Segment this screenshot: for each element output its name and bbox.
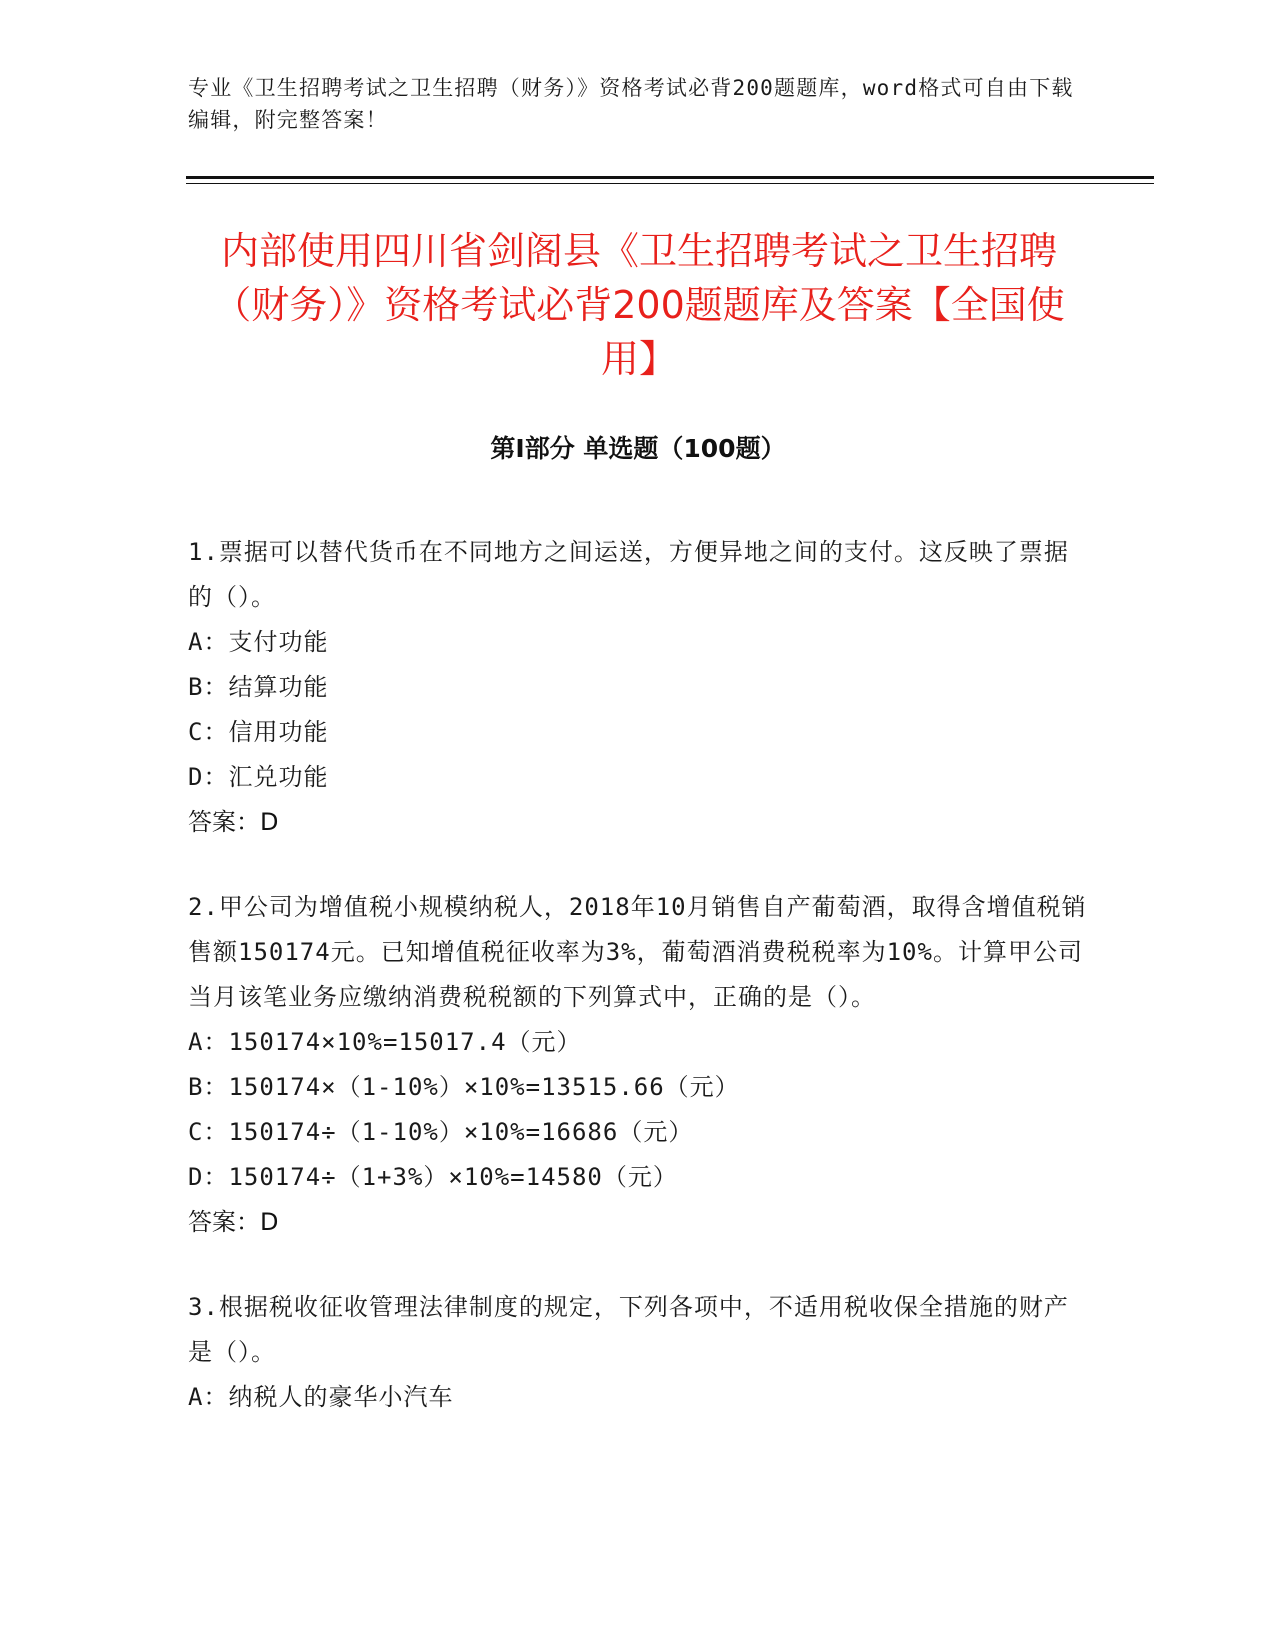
question-list [188, 530, 1088, 1460]
question-stem: 2.甲公司为增值税小规模纳税人，2018年10月销售自产葡萄酒，取得含增值税销售额150174元。已知增值税征收率为3%，葡萄酒消费税税率为10%。计算甲公司当月该笔业务应缴纳消费税税额的下列算式中，正确的是（）。 [188, 893, 1087, 1011]
question-stem: 3.根据税收征收管理法律制度的规定，下列各项中，不适用税收保全措施的财产是（）。 [188, 1293, 1069, 1366]
option-c: C：信用功能 [188, 718, 329, 746]
option-a: A：150174×10%=15017.4（元） [188, 1028, 582, 1056]
header-note: 专业《卫生招聘考试之卫生招聘（财务）》资格考试必背200题题库，word格式可自由下载编辑，附完整答案！ [188, 76, 1074, 132]
option-d: D：汇兑功能 [188, 763, 329, 791]
section-heading: 第Ⅰ部分 单选题（100题） [490, 434, 786, 463]
option-d: D：150174÷（1+3%）×10%=14580（元） [188, 1163, 678, 1191]
answer: 答案：D [188, 808, 279, 836]
question-1 [188, 530, 1088, 845]
question-3 [188, 1285, 1088, 1420]
header-divider-thin [186, 183, 1154, 184]
option-a: A：纳税人的豪华小汽车 [188, 1383, 454, 1411]
option-a: A：支付功能 [188, 628, 329, 656]
option-b: B：结算功能 [188, 673, 329, 701]
document-title: 内部使用四川省剑阁县《卫生招聘考试之卫生招聘（财务）》资格考试必背200题题库及答案【全国使用】 [213, 229, 1065, 381]
question-stem: 1.票据可以替代货币在不同地方之间运送，方便异地之间的支付。这反映了票据的（）。 [188, 538, 1069, 611]
option-b: B：150174×（1-10%）×10%=13515.66（元） [188, 1073, 740, 1101]
question-2 [188, 885, 1088, 1245]
header-divider-thick [186, 176, 1154, 179]
answer: 答案：D [188, 1208, 279, 1236]
option-c: C：150174÷（1-10%）×10%=16686（元） [188, 1118, 694, 1146]
